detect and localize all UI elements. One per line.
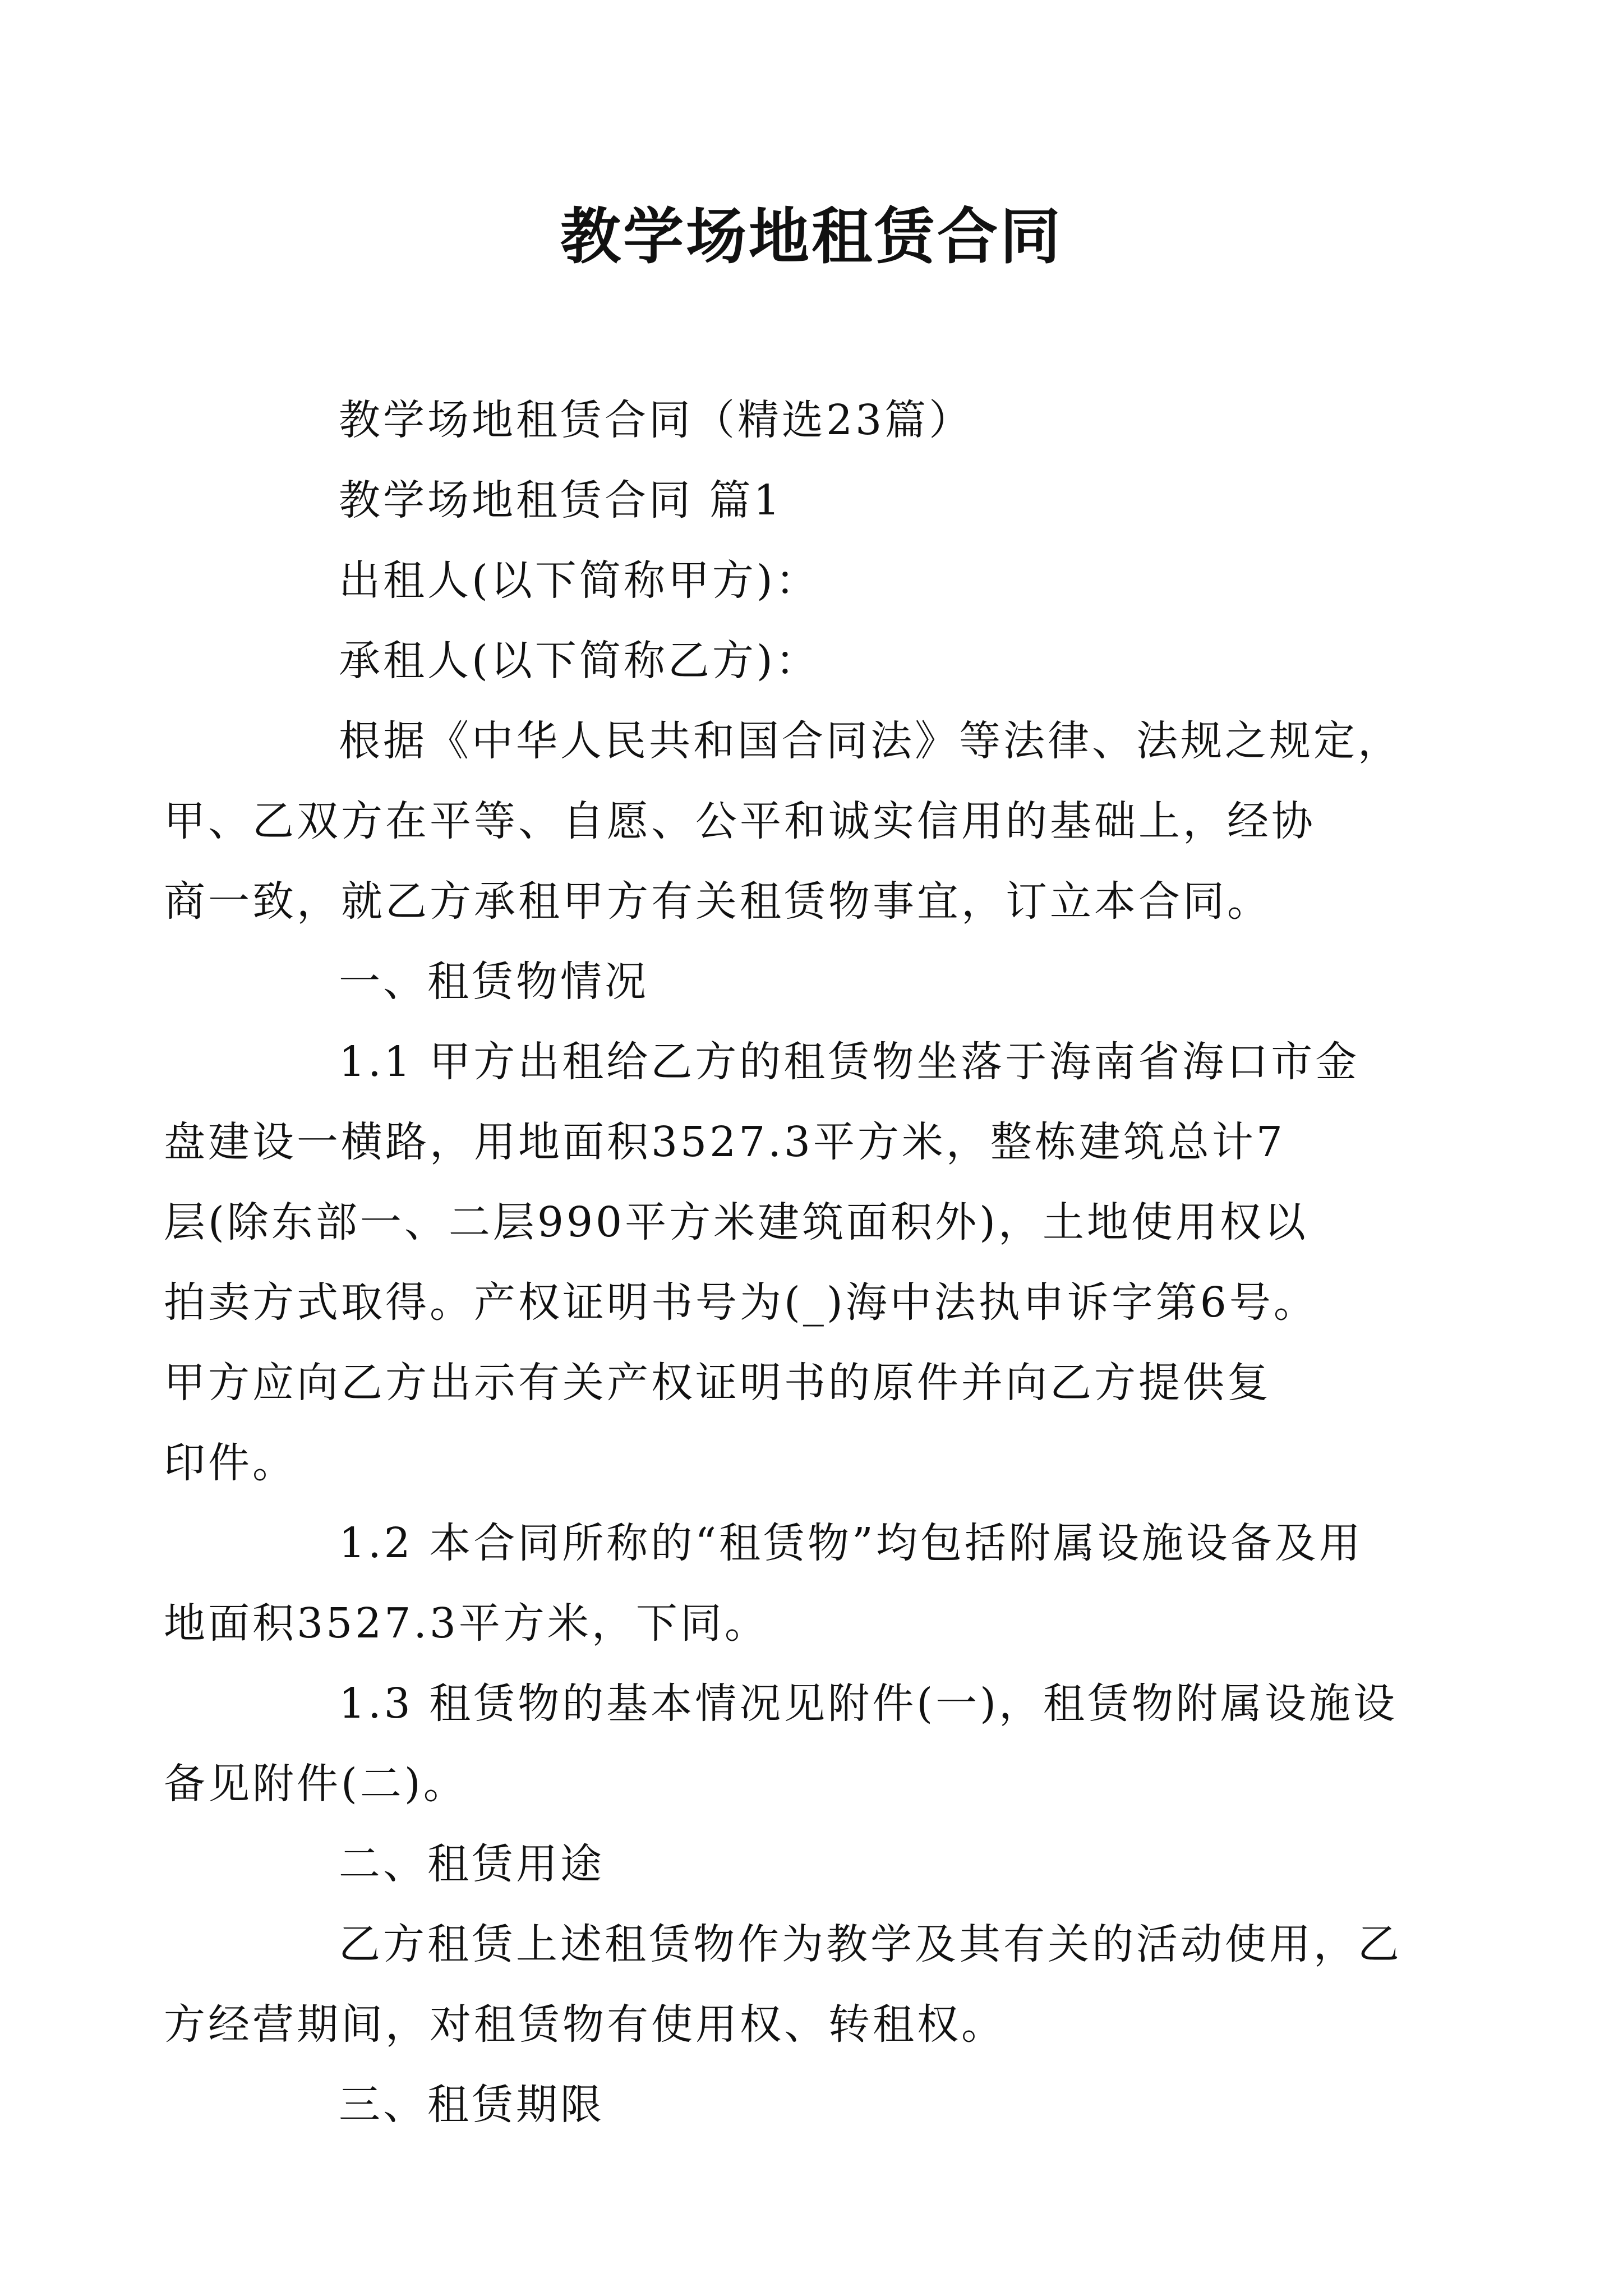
paragraph-line: 一、租赁物情况	[339, 958, 649, 1006]
paragraph-line: 盘建设一横路，用地面积3527.3平方米，整栋建筑总计7	[164, 1118, 1286, 1166]
paragraph-line: 承租人(以下简称乙方)：	[339, 637, 820, 685]
paragraph-line: 备见附件(二)。	[164, 1760, 468, 1808]
paragraph-line: 出租人(以下简称甲方)：	[339, 556, 820, 605]
paragraph-line: 教学场地租赁合同（精选23篇）	[339, 396, 974, 444]
paragraph-line: 1.3 租赁物的基本情况见附件(一)，租赁物附属设施设	[339, 1680, 1398, 1728]
paragraph	[164, 1664, 1398, 1824]
paragraph	[164, 1022, 1395, 1503]
paragraph	[164, 1503, 1395, 1664]
paragraph	[251, 2065, 1395, 2145]
paragraph	[251, 461, 1395, 541]
paragraph-line: 1.1 甲方出租给乙方的租赁物坐落于海南省海口市金	[339, 1038, 1360, 1086]
paragraph-line: 二、租赁用途	[339, 1840, 605, 1888]
paragraph-line: 地面积3527.3平方米，下同。	[164, 1599, 769, 1648]
paragraph	[251, 541, 1395, 621]
paragraph-line: 教学场地租赁合同 篇1	[339, 476, 783, 524]
paragraph-line: 乙方租赁上述租赁物作为教学及其有关的活动使用，乙	[339, 1920, 1402, 1968]
document-title: 教学场地租赁合同	[560, 201, 1063, 272]
paragraph	[251, 621, 1395, 701]
paragraph-line: 甲方应向乙方出示有关产权证明书的原件并向乙方提供复	[164, 1359, 1271, 1407]
paragraph-line: 层(除东部一、二层990平方米建筑面积外)，土地使用权以	[164, 1198, 1308, 1246]
document-body	[164, 380, 1402, 2145]
paragraph-line: 甲、乙双方在平等、自愿、公平和诚实信用的基础上，经协	[164, 797, 1316, 845]
paragraph	[251, 1824, 1395, 1904]
paragraph-line: 根据《中华人民共和国合同法》等法律、法规之规定，	[339, 717, 1402, 765]
paragraph	[251, 380, 1395, 461]
paragraph-line: 商一致，就乙方承租甲方有关租赁物事宜，订立本合同。	[164, 877, 1271, 926]
paragraph	[164, 701, 1402, 942]
paragraph	[164, 1904, 1402, 2065]
paragraph-line: 印件。	[164, 1439, 297, 1487]
paragraph-line: 三、租赁期限	[339, 2081, 605, 2129]
paragraph-line: 拍卖方式取得。产权证明书号为(_)海中法执申诉字第6号。	[164, 1278, 1318, 1327]
paragraph-line: 1.2 本合同所称的“租赁物”均包括附属设施设备及用	[339, 1519, 1363, 1567]
paragraph-line: 方经营期间，对租赁物有使用权、转租权。	[164, 2000, 1006, 2049]
paragraph	[251, 942, 1395, 1022]
